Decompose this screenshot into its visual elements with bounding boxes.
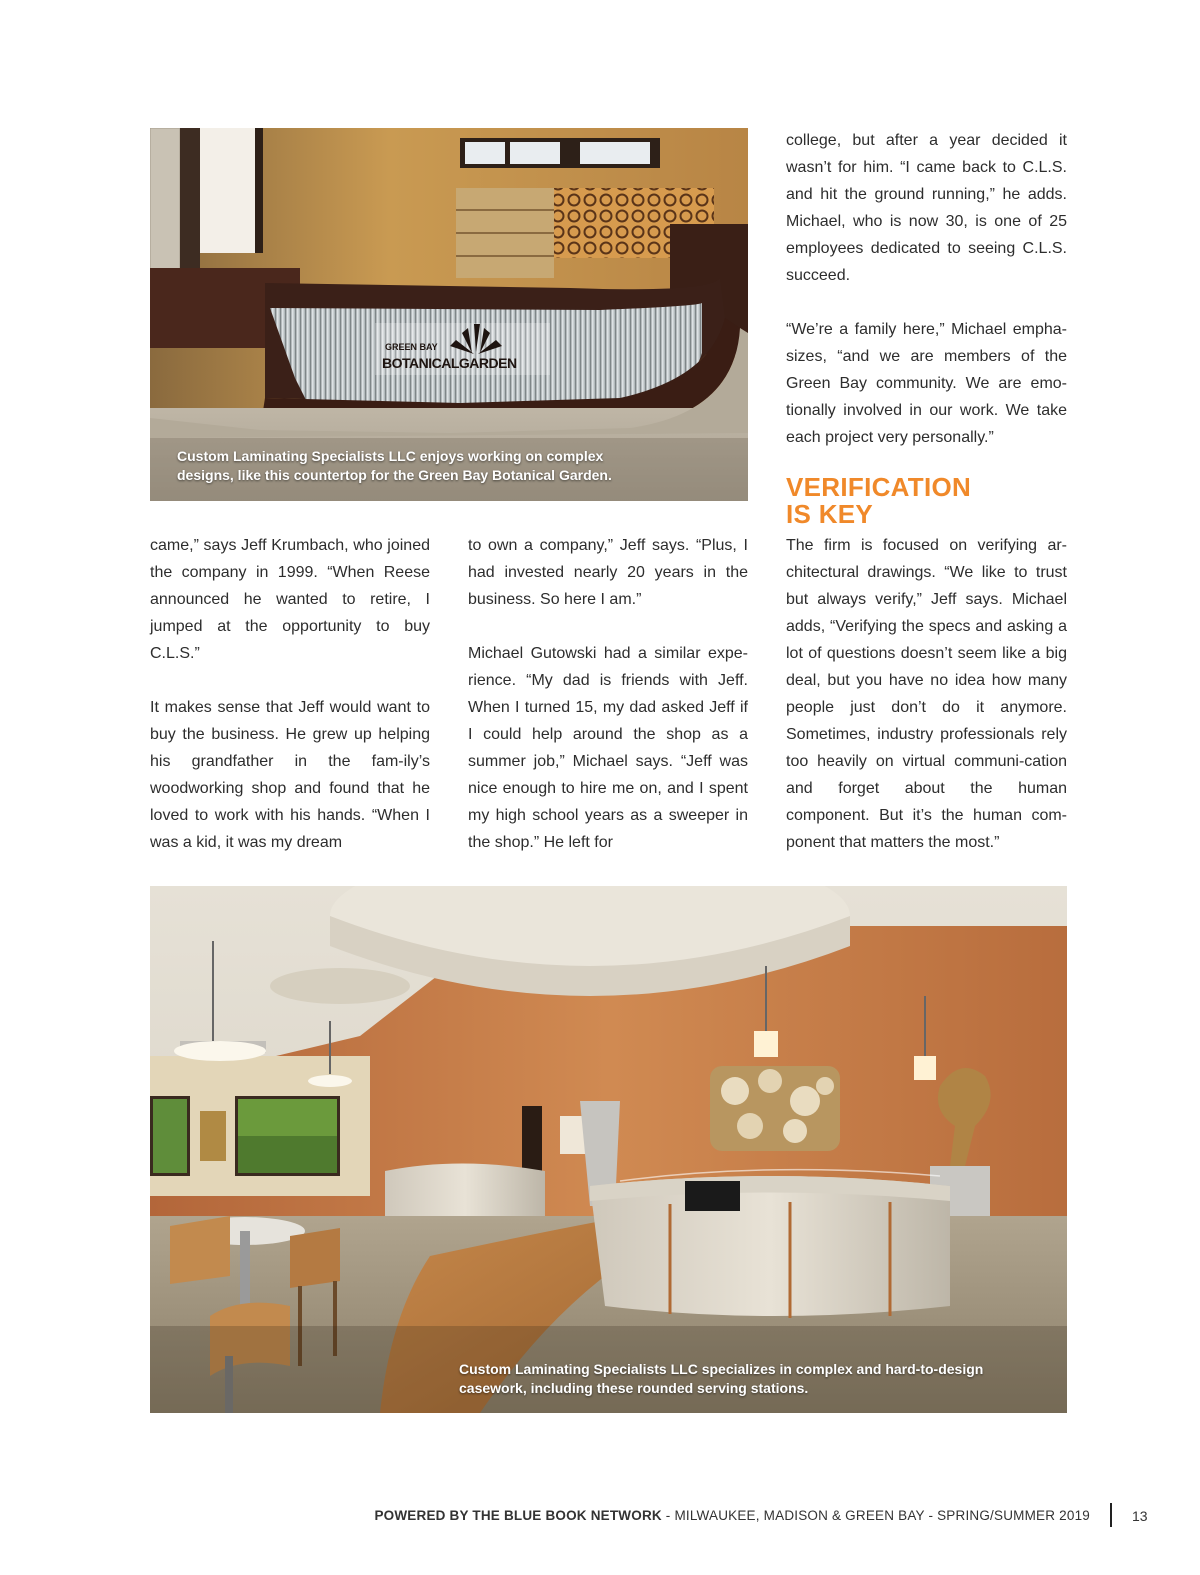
- paragraph: to own a company,” Jeff says. “Plus, I had invested nearly 20 years in the business. So here I am.”: [468, 537, 748, 608]
- footer-brand: POWERED BY THE BLUE BOOK NETWORK: [374, 1508, 662, 1523]
- sign-text-bottom: BOTANICALGARDEN: [382, 355, 517, 371]
- paragraph: The firm is focused on verifying ar-chitectural drawings. “We like to trust but always verify,” Jeff says. Michael adds, “Verifying the specs and asking a lot of questions doesn’t seem like a big deal, but you have no idea how many people just don’t do it anymore. Sometimes, industry professionals rely too heavily on virtual communi-cation and forget about the human component. But it’s the human com-ponent that matters the most.”: [786, 537, 1067, 851]
- bottom-photo-caption-line2: casework, including these rounded serving stations.: [459, 1380, 809, 1396]
- bottom-photo-caption-line1: Custom Laminating Specialists LLC specializes in complex and hard-to-design: [459, 1361, 984, 1377]
- bottom-photo-caption: [459, 1360, 1059, 1398]
- paragraph: It makes sense that Jeff would want to buy the business. He grew up helping his grandfather in the fam-ily’s woodworking shop and found that he loved to work with his hands. “When I was a kid, it was my dream: [150, 699, 430, 851]
- top-photo-caption: [177, 447, 737, 485]
- top-photo-caption-line2: designs, like this countertop for the Green Bay Botanical Garden.: [177, 467, 612, 483]
- botanical-garden-countertop-image: [150, 128, 748, 501]
- paragraph: “We’re a family here,” Michael empha-sizes, “and we are members of the Green Bay community. We are emo-tionally involved in our work. We take each project very personally.”: [786, 321, 1067, 446]
- paragraph: came,” says Jeff Krumbach, who joined the company in 1999. “When Reese announced he wanted to retire, I jumped at the opportunity to buy C.L.S.”: [150, 537, 430, 662]
- serving-stations-image: [150, 886, 1067, 1413]
- section-heading-line1: VERIFICATION: [786, 472, 972, 502]
- top-photo: [150, 128, 748, 501]
- column-2: [468, 532, 748, 856]
- column-1: [150, 532, 430, 856]
- page-number: 13: [1132, 1508, 1148, 1524]
- sign-text-top: GREEN BAY: [385, 342, 438, 352]
- section-heading: [786, 474, 1068, 528]
- footer-divider: [1110, 1503, 1112, 1527]
- footer-publication-info: - MILWAUKEE, MADISON & GREEN BAY - SPRING/SUMMER 2019: [661, 1508, 1090, 1523]
- paragraph: Michael Gutowski had a similar expe-rience. “My dad is friends with Jeff. When I turned 15, my dad asked Jeff if I could help around the shop as a summer job,” Michael says. “Jeff was nice enough to hire me on, and I spent my high school years as a sweeper in the shop.” He left for: [468, 645, 748, 851]
- column-3-bottom: [786, 532, 1067, 856]
- wall-sculpture: [710, 1066, 840, 1151]
- section-heading-line2: IS KEY: [786, 499, 874, 529]
- bottom-photo: [150, 886, 1067, 1413]
- paragraph: college, but after a year decided it wasn’t for him. “I came back to C.L.S. and hit the ground running,” he adds. Michael, who is now 30, is one of 25 employees dedicated to seeing C.L.S. succeed.: [786, 132, 1067, 284]
- page-footer: [300, 1506, 1090, 1526]
- top-photo-caption-line1: Custom Laminating Specialists LLC enjoys working on complex: [177, 448, 604, 464]
- column-3-top: [786, 127, 1067, 451]
